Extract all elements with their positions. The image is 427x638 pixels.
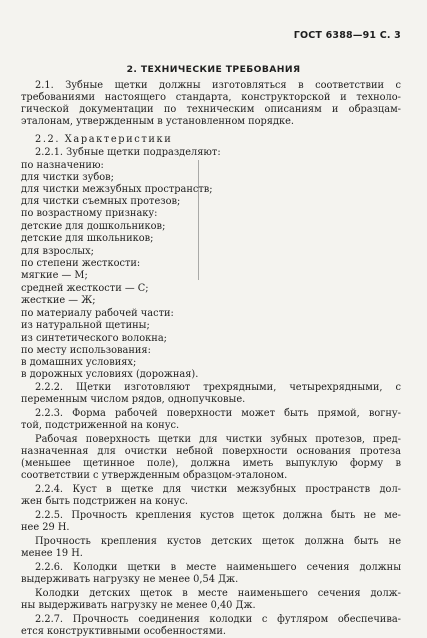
text-line: назначенная для очистки небной поверхности основания протеза	[21, 446, 401, 457]
list-item: из синтетического волокна;	[21, 333, 167, 344]
list-item: для чистки межзубных пространств;	[21, 184, 213, 195]
list-item: по материалу рабочей части:	[21, 308, 174, 319]
list-item: в домашних условиях;	[21, 357, 137, 368]
text-line: 2.2.6. Колодки щетки в месте наименьшего сечения должны	[35, 562, 401, 573]
list-item: по степени жесткости:	[21, 258, 141, 269]
list-item: детские для школьников;	[21, 233, 154, 244]
list-item: для чистки зубов;	[21, 172, 114, 183]
page-header: ГОСТ 6388—91 С. 3	[293, 30, 401, 41]
text-line: нее 29 Н.	[21, 522, 70, 533]
text-line: 2.2.5. Прочность крепления кустов щеток должна быть не ме-	[35, 510, 401, 521]
text-line: выдерживать нагрузку не менее 0,54 Дж.	[21, 574, 239, 585]
text-line: требованиями настоящего стандарта, конструкторской и техноло-	[21, 92, 401, 103]
text-line: Колодки детских щеток в месте наименьшего сечения долж-	[35, 588, 401, 599]
text-line: гической документации по техническим описаниям и образцам-	[21, 104, 401, 115]
list-item: из натуральной щетины;	[21, 320, 150, 331]
text-line: (меньшее щетинное поле), должна иметь выпуклую форму в	[21, 458, 401, 469]
text-line: соответствии с утвержденным образцом-эталоном.	[21, 470, 288, 481]
list-item: по возрастному признаку:	[21, 208, 158, 219]
text-line: 2.1. Зубные щетки должны изготовляться в соответствии с	[35, 80, 401, 91]
text-line: 2.2.4. Куст в щетке для чистки межзубных пространств дол-	[35, 484, 401, 495]
list-item: мягкие — М;	[21, 270, 88, 281]
text-line: Рабочая поверхность щетки для чистки зубных протезов, пред-	[35, 434, 401, 445]
list-item: по месту использования:	[21, 345, 151, 356]
scan-artifact-line	[198, 160, 199, 280]
text-line: ны выдерживать нагрузку не менее 0,40 Дж.	[21, 600, 256, 611]
list-item: для взрослых;	[21, 246, 94, 257]
text-line: 2.2.1. Зубные щетки подразделяют:	[35, 147, 221, 158]
text-line: 2.2.3. Форма рабочей поверхности может быть прямой, вогну-	[35, 408, 401, 419]
list-item: по назначению:	[21, 160, 104, 171]
subsection-heading: 2.2. Характеристики	[35, 134, 173, 145]
list-item: для чистки съемных протезов;	[21, 196, 181, 207]
list-item: детские для дошкольников;	[21, 221, 166, 232]
text-line: эталонам, утвержденным в установленном порядке.	[21, 116, 295, 127]
list-item: жесткие — Ж;	[21, 295, 96, 306]
section-title: 2. ТЕХНИЧЕСКИЕ ТРЕБОВАНИЯ	[126, 64, 301, 75]
list-item: в дорожных условиях (дорожная).	[21, 369, 199, 380]
text-line: 2.2.2. Щетки изготовляют трехрядными, четырехрядными, с	[35, 382, 401, 393]
text-line: той, подстриженной на конус.	[21, 420, 180, 431]
list-item: средней жесткости — С;	[21, 283, 149, 294]
text-line: жен быть подстрижен на конус.	[21, 496, 189, 507]
text-line: переменным числом рядов, однопучковые.	[21, 394, 246, 405]
text-line: 2.2.7. Прочность соединения колодки с футляром обеспечива-	[35, 614, 401, 625]
text-line: Прочность крепления кустов детских щеток должна быть не	[35, 536, 401, 547]
text-line: ется конструктивными особенностями.	[21, 626, 226, 637]
text-line: менее 19 Н.	[21, 548, 83, 559]
